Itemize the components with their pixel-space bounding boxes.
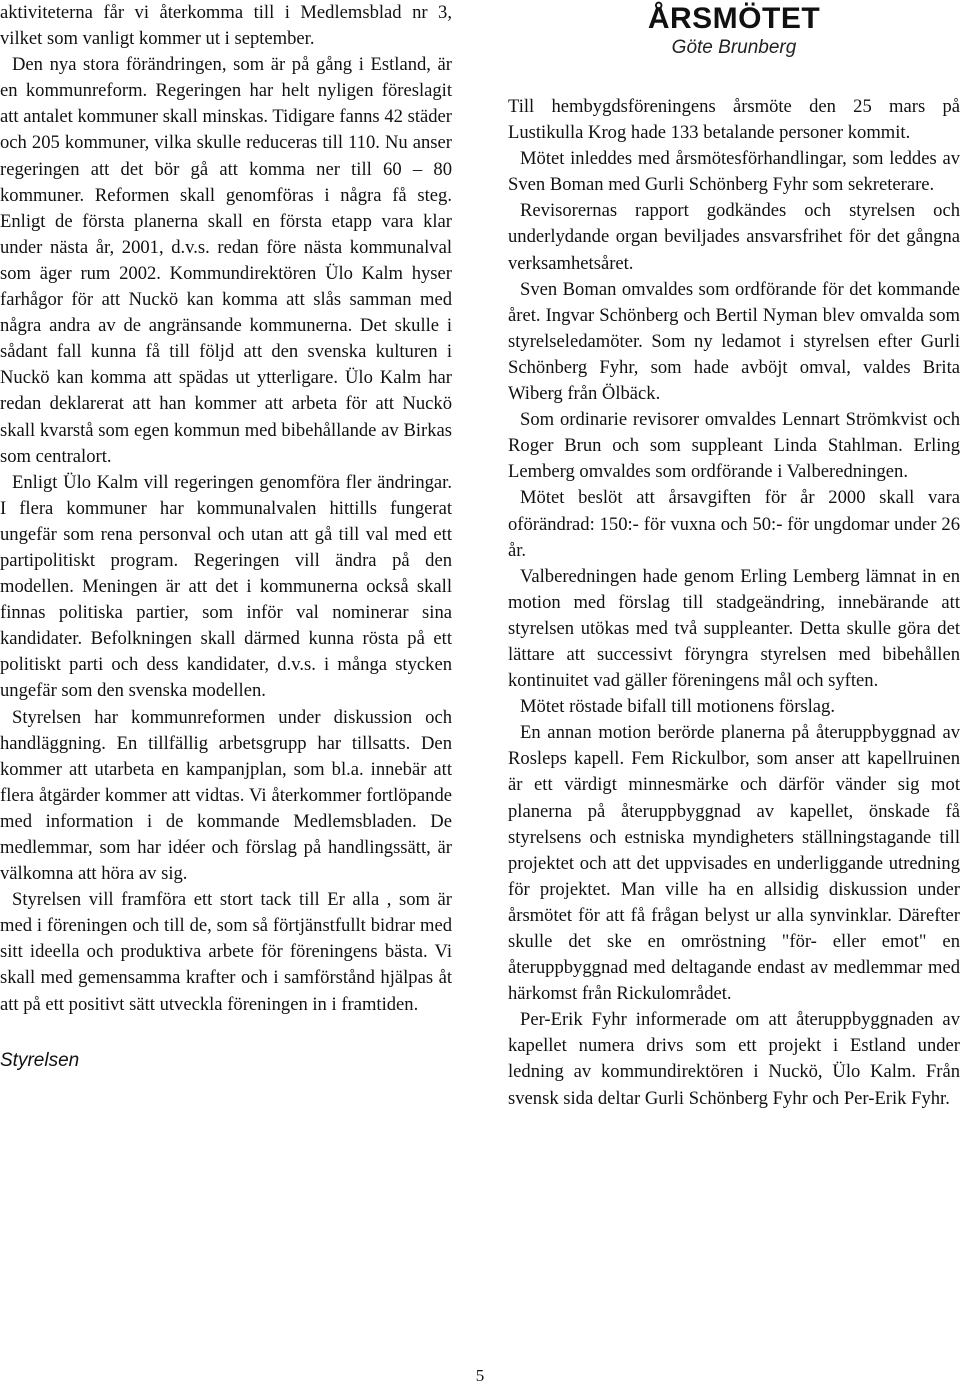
right-column <box>508 0 960 1112</box>
right-paragraph-9: En annan motion berörde planerna på återuppbyggnad av Rosleps kapell. Fem Rickulbor, som anser att kapellruinen är ett värdigt minnesmärke och därför vänder sig mot planerna på återuppbyggnad av kapellet, önskade få styrelsens och estniska myndigheters ställningstagande till projektet och att det uppvisades en underliggande utredning för projektet. Man ville ha en allsidig diskussion under årsmötet för att få frågan belyst ur alla synvinklar. Därefter skulle det ske en omröstning "för- eller emot" en återuppbyggnad med deltagande endast av medlemmar med härkomst från Rickulområdet. <box>508 722 960 1005</box>
left-paragraph-3: Enligt Ülo Kalm vill regeringen genomföra fler ändringar. I flera kommuner har kommunalvalen hittills fungerat ungefär som rena personval och utan att gå till val med ett partipolitiskt program. Regeringen vill ändra på den modellen. Meningen är att det i kommunerna också skall finnas politiska partier, som inför val nominerar sina kandidater. Befolkningen skall därmed kunna rösta på ett politiskt parti och dess kandidater, d.v.s. i många stycken ungefär som den svenska modellen. <box>0 471 452 702</box>
left-column <box>0 0 452 1074</box>
right-paragraph-7: Valberedningen hade genom Erling Lemberg lämnat in en motion med förslag till stadgeändring, innebärande att styrelsen utökas med två suppleanter. Detta skulle göra det lättare att successivt föryngra styrelsen med bibehållen kontinuitet vad gäller föreningens mål och syften. <box>508 565 960 692</box>
right-paragraph-2: Mötet inleddes med årsmötesförhandlingar, som leddes av Sven Boman med Gurli Schönberg Fyhr som sekreterare. <box>508 148 960 196</box>
right-paragraph-1: Till hembygdsföreningens årsmöte den 25 mars på Lustikulla Krog hade 133 betalande personer kommit. <box>508 96 960 144</box>
article-heading <box>508 0 960 94</box>
right-paragraph-4: Sven Boman omvaldes som ordförande för det kommande året. Ingvar Schönberg och Bertil Nyman blev omvalda som styrelseledamöter. Som ny ledamot i styrelsen efter Gurli Schönberg Fyhr, som hade avböjt omval, valdes Brita Wiberg från Ölbäck. <box>508 278 960 405</box>
article-author: Göte Brunberg <box>671 37 797 58</box>
signature: Styrelsen <box>0 1049 80 1071</box>
left-paragraph-2: Den nya stora förändringen, som är på gång i Estland, är en kommunreform. Regeringen har helt nyligen föreslagit att antalet kommuner skall minskas. Tidigare fanns 42 städer och 205 kommuner, vilka skulle reduceras till 110. Nu anser regeringen att det bör gå att komma ner till 60 – 80 kommuner. Reformen skall genomföras i några få steg. Enligt de första planerna skall en första etapp vara klar under nästa år, 2001, d.v.s. redan före nästa kommunalval som äger rum 2002. Kommundirektören Ülo Kalm hyser farhågor för att Nuckö kan komma att slås samman med några andra av de angränsande kommunerna. Det skulle i sådant fall kunna få till följd att den svenska kulturen i Nuckö kan komma att spädas ut ytterligare. Ülo Kalm har redan deklarerat att han kommer att arbeta för att Nuckö skall kvarstå som egen kommun med bibehållande av Birkas som centralort. <box>0 54 452 467</box>
right-paragraph-8: Mötet röstade bifall till motionens förslag. <box>520 696 836 718</box>
right-paragraph-10: Per-Erik Fyhr informerade om att återuppbyggnaden av kapellet numera drivs som ett projekt i Estland under ledning av kommundirektören i Nuckö, Ülo Kalm. Från svensk sida deltar Gurli Schönberg Fyhr och Per-Erik Fyhr. <box>508 1009 960 1109</box>
left-paragraph-4: Styrelsen har kommunreformen under diskussion och handläggning. En tillfällig arbetsgrupp har tillsatts. Den kommer att utarbeta en kampanjplan, som bl.a. innebär att flera åtgärder kommer att vidtas. Vi återkommer fortlöpande med information i de kommande Medlemsbladen. De medlemmar, som har idéer och förslag på handlingssätt, är välkomna att höra av sig. <box>0 706 452 885</box>
article-title: ÅRSMÖTET <box>647 2 821 35</box>
right-paragraph-3: Revisorernas rapport godkändes och styrelsen och underlydande organ beviljades ansvarsfrihet för det gångna verksamhetsåret. <box>508 200 960 274</box>
left-paragraph-1: aktiviteterna får vi återkomma till i Medlemsblad nr 3, vilket som vanligt kommer ut i september. <box>0 2 452 50</box>
right-paragraph-6: Mötet beslöt att årsavgiften för år 2000 skall vara oförändrad: 150:- för vuxna och 50:- för ungdomar under 26 år. <box>508 487 960 561</box>
page-number: 5 <box>475 1366 485 1385</box>
left-paragraph-5: Styrelsen vill framföra ett stort tack till Er alla , som är med i föreningen och till de, som så förtjänstfullt bidrar med sitt ideella och produktiva arbete för föreningens bästa. Vi skall med gemensamma krafter och i samförstånd hjälpas åt att på ett positivt sätt utveckla föreningen in i framtiden. <box>0 889 452 1015</box>
right-paragraph-5: Som ordinarie revisorer omvaldes Lennart Strömkvist och Roger Brun och som suppleant Linda Stahlman. Erling Lemberg omvaldes som ordförande i Valberedningen. <box>508 409 960 483</box>
